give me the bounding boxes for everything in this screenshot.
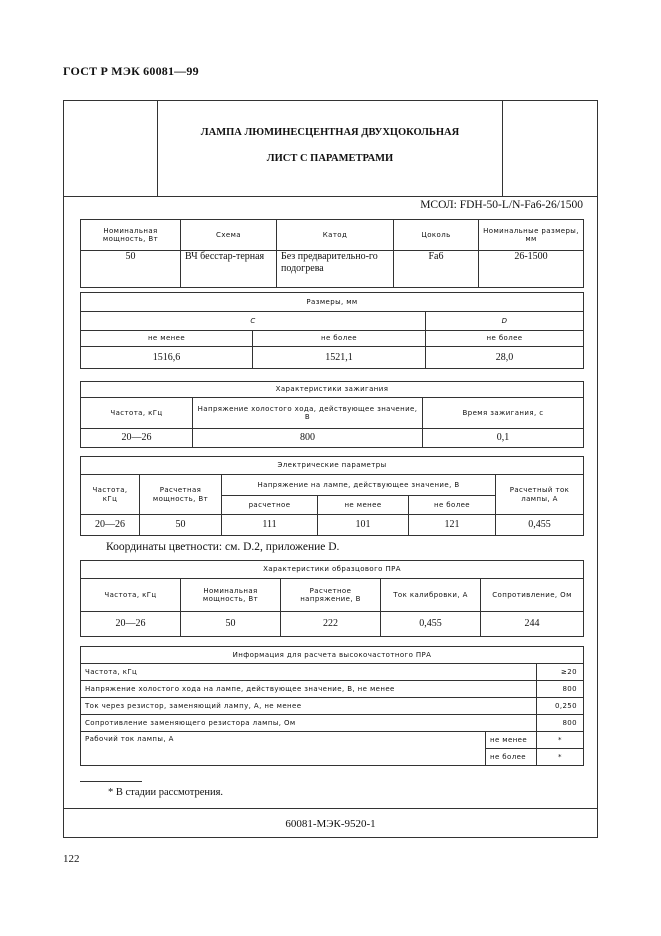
ballast-resistance-value: 244 [481,612,584,637]
ballast-current-value: 0,455 [381,612,481,637]
footnote-rule [80,781,142,782]
hf-open-voltage-label: Напряжение холостого хода на лампе, действующее значение, В, не менее [81,681,537,698]
hf-frequency-value: ≥20 [537,664,584,681]
c-max-value: 1521,1 [253,347,426,369]
hf-info-title: Информация для расчета высокочастотного ПРА [81,647,584,664]
ballast-frequency-header: Частота, кГц [81,579,181,612]
electrical-current-value: 0,455 [496,515,584,536]
ignition-title: Характеристики зажигания [81,382,584,398]
electrical-power-value: 50 [140,515,222,536]
voltage-max-label: не более [409,496,496,515]
hf-resistance-label: Сопротивление заменяющего резистора лампы, Ом [81,715,537,732]
reference-ballast-table [80,560,584,637]
hf-current-max-value: * [537,749,584,766]
dimensions-title: Размеры, мм [81,293,584,312]
voltage-min-value: 101 [318,515,409,536]
title-divider [63,196,598,197]
c-min-label: не менее [81,331,253,347]
dimensions-table [80,292,584,369]
hf-frequency-label: Частота, кГц [81,664,537,681]
ballast-frequency-value: 20—26 [81,612,181,637]
document-header: ГОСТ Р МЭК 60081—99 [63,64,199,78]
voltage-rated-value: 111 [222,515,318,536]
hf-current-min-label: не менее [486,732,537,749]
voltage-min-label: не менее [318,496,409,515]
hf-lamp-current-label: Рабочий ток лампы, А [81,732,486,766]
electrical-table [80,456,584,536]
electrical-frequency-value: 20—26 [81,515,140,536]
header-circuit: Схема [181,220,277,251]
footnote: * В стадии рассмотрения. [108,787,224,798]
nominal-power-value: 50 [81,251,181,288]
sheet-code: 60081-МЭК-9520-1 [285,818,376,830]
hf-ballast-info-table [80,646,584,766]
hf-current-min-value: * [537,732,584,749]
c-max-label: не более [253,331,426,347]
footer-divider [63,808,598,809]
lamp-summary-table [80,219,584,288]
electrical-power-header: Расчетная мощность, Вт [140,475,222,515]
lamp-designation: МСОЛ: FDH-50-L/N-Fa6-26/1500 [420,199,583,211]
ignition-voltage-header: Напряжение холостого хода, действующее значение, В [193,398,423,429]
hf-resistor-current-value: 0,250 [537,698,584,715]
ballast-power-header: Номинальная мощность, Вт [181,579,281,612]
ignition-time-value: 0,1 [423,429,584,448]
hf-current-max-label: не более [486,749,537,766]
cap-value: Fa6 [394,251,479,288]
sheet-title: ЛАМПА ЛЮМИНЕСЦЕНТНАЯ ДВУХЦОКОЛЬНАЯ [200,127,460,138]
sheet-subtitle: ЛИСТ С ПАРАМЕТРАМИ [266,153,394,164]
cathode-value: Без предварительно-го подогрева [277,251,394,288]
dimension-c-label: C [81,312,426,331]
electrical-title: Электрические параметры [81,457,584,475]
circuit-value: ВЧ бесстар-терная [181,251,277,288]
dimension-d-label: D [426,312,584,331]
ballast-voltage-value: 222 [281,612,381,637]
header-cathode: Катод [277,220,394,251]
ignition-frequency-header: Частота, кГц [81,398,193,429]
hf-resistor-current-label: Ток через резистор, заменяющий лампу, А, не менее [81,698,537,715]
colour-coordinates-note: Координаты цветности: см. D.2, приложение D. [106,541,340,553]
c-min-value: 1516,6 [81,347,253,369]
ignition-voltage-value: 800 [193,429,423,448]
page-number: 122 [63,853,80,865]
electrical-voltage-header: Напряжение на лампе, действующее значение, В [222,475,496,496]
electrical-current-header: Расчетный ток лампы, А [496,475,584,515]
voltage-max-value: 121 [409,515,496,536]
ignition-table [80,381,584,448]
header-nominal-dimensions: Номинальные размеры, мм [479,220,584,251]
ignition-time-header: Время зажигания, с [423,398,584,429]
reference-ballast-title: Характеристики образцового ПРА [81,561,584,579]
d-max-label: не более [426,331,584,347]
electrical-frequency-header: Частота, кГц [81,475,140,515]
voltage-rated-label: расчетное [222,496,318,515]
ballast-current-header: Ток калибровки, А [381,579,481,612]
header-cap: Цоколь [394,220,479,251]
ignition-frequency-value: 20—26 [81,429,193,448]
ballast-voltage-header: Расчетное напряжение, В [281,579,381,612]
hf-open-voltage-value: 800 [537,681,584,698]
header-nominal-power: Номинальная мощность, Вт [81,220,181,251]
ballast-power-value: 50 [181,612,281,637]
title-box [157,100,503,196]
ballast-resistance-header: Сопротивление, Ом [481,579,584,612]
nominal-dimensions-value: 26-1500 [479,251,584,288]
d-max-value: 28,0 [426,347,584,369]
hf-resistance-value: 800 [537,715,584,732]
